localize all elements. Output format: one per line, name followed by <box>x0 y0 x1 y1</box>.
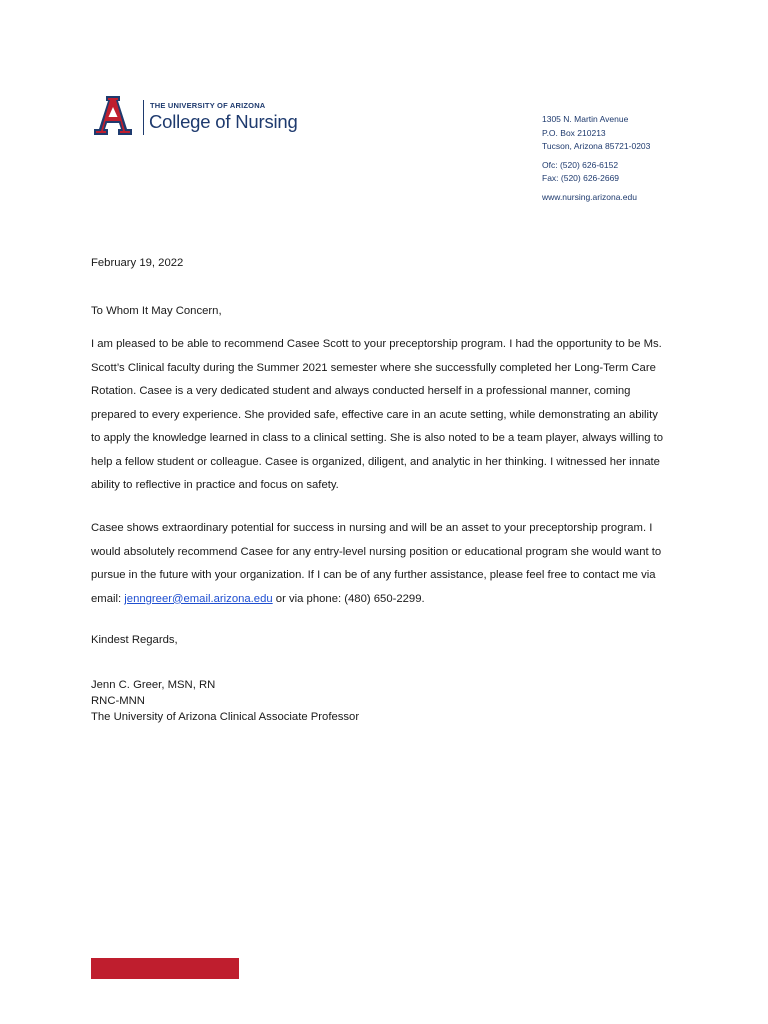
college-name: College of Nursing <box>149 111 298 132</box>
signer-credential: RNC-MNN <box>91 695 145 707</box>
contact-prefix: email: <box>91 592 125 605</box>
paragraph-line: prepared to every experience. She provided safe, effective care in an acute setting, while demonstrating an ability <box>91 408 658 421</box>
address-street: 1305 N. Martin Avenue <box>542 114 629 124</box>
signature-block <box>91 677 359 725</box>
university-logo <box>91 96 135 136</box>
paragraph-line: pursue in the future with your organization. If I can be of any further assistance, please feel free to contact me via <box>91 569 656 581</box>
closing: Kindest Regards, <box>91 634 178 646</box>
paragraph-line: Rotation. Casee is a very dedicated student and always conducted herself in a professional manner, coming <box>91 385 631 397</box>
university-name: THE UNIVERSITY OF ARIZONA <box>150 101 266 110</box>
footer-accent-bar <box>91 958 239 979</box>
office-phone: Ofc: (520) 626-6152 <box>542 159 619 170</box>
paragraph-line: would absolutely recommend Casee for any entry-level nursing position or educational program she would want to <box>91 545 662 558</box>
paragraph-line: to apply the knowledge learned in class to a clinical setting. She is also noted to be a team player, always willing to <box>91 432 664 444</box>
paragraph-endorsement <box>91 521 691 615</box>
contact-block <box>542 113 650 204</box>
paragraph-line: ability to reflective in practice and focus on safety. <box>91 479 339 491</box>
salutation: To Whom It May Concern, <box>91 305 222 317</box>
address-po-box: P.O. Box 210213 <box>542 127 606 138</box>
paragraph-line: Casee shows extraordinary potential for success in nursing and will be an asset to your preceptorship program. I <box>91 522 653 534</box>
logo-divider <box>143 100 144 135</box>
address-city: Tucson, Arizona 85721-0203 <box>542 141 651 151</box>
contact-line <box>91 592 691 616</box>
website-link[interactable]: www.nursing.arizona.edu <box>542 191 637 202</box>
signer-title: The University of Arizona Clinical Associate Professor <box>91 711 360 723</box>
paragraph-line: Scott’s Clinical faculty during the Summer 2021 semester where she successfully completed her Long-Term Care <box>91 361 656 374</box>
paragraph-recommendation <box>91 337 691 502</box>
email-link[interactable]: jenngreer@email.arizona.edu <box>124 592 273 605</box>
contact-suffix: or via phone: (480) 650-2299. <box>272 592 425 605</box>
letter-date: February 19, 2022 <box>91 257 184 269</box>
signer-name: Jenn C. Greer, MSN, RN <box>91 679 216 691</box>
paragraph-line: help a fellow student or colleague. Casee is organized, diligent, and analytic in her thinking. I witnessed her innate <box>91 455 660 468</box>
fax-number: Fax: (520) 626-2669 <box>542 173 620 183</box>
paragraph-line: I am pleased to be able to recommend Casee Scott to your preceptorship program. I had the opportunity to be Ms. <box>91 338 662 350</box>
